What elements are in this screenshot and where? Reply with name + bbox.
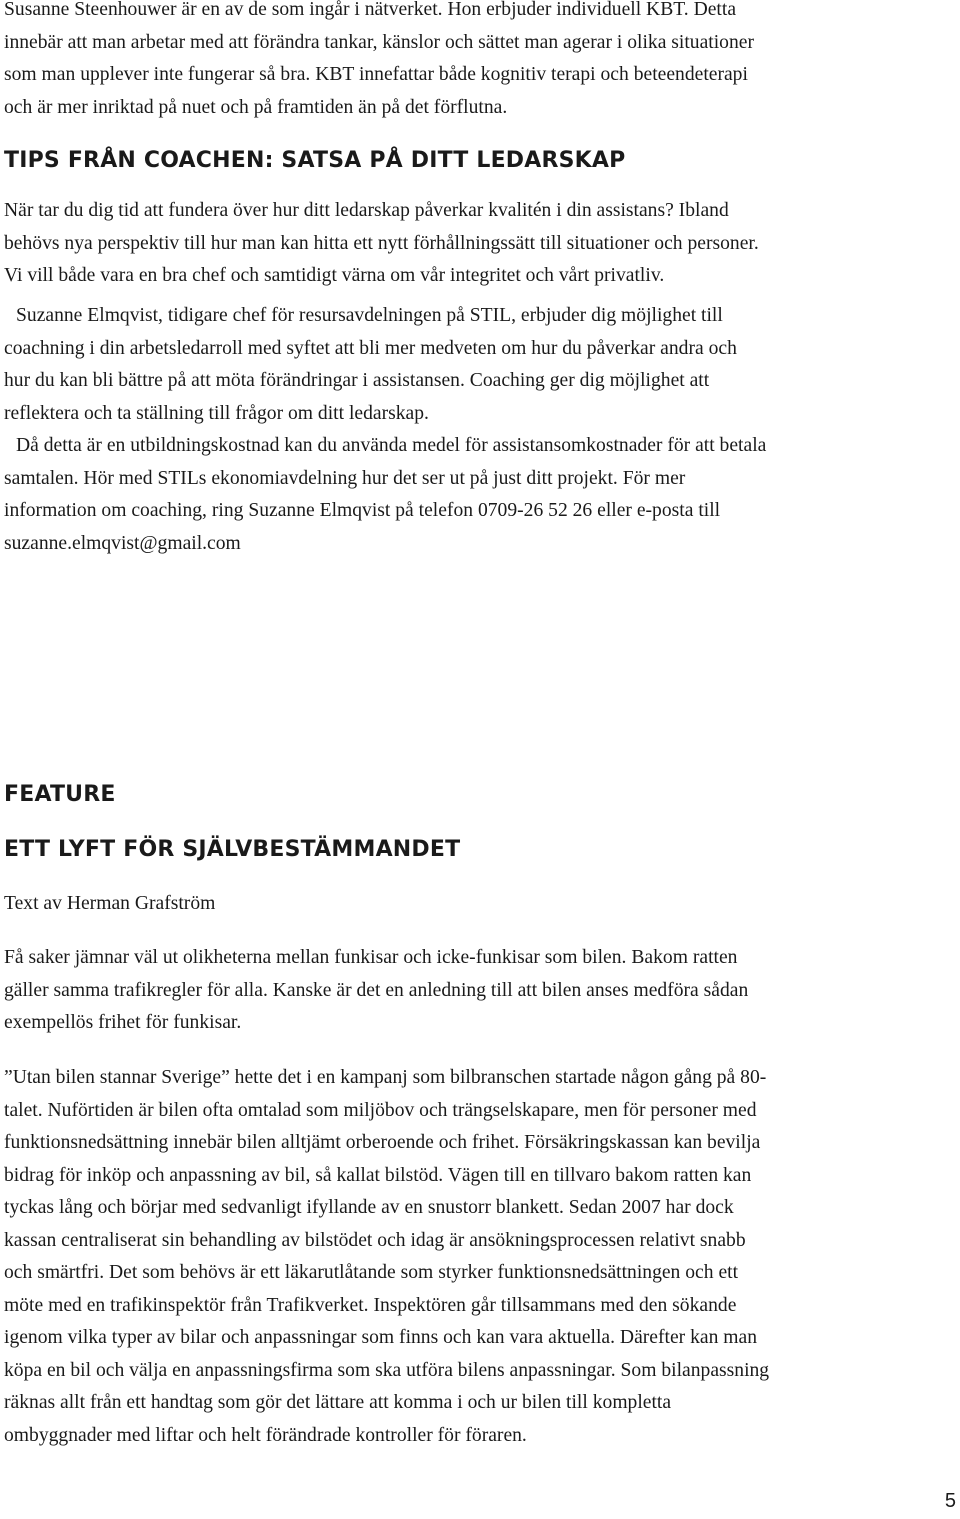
tips-paragraph-1 bbox=[4, 195, 956, 293]
text-line: räknas allt från ett handtag som gör det lättare att komma i och ur bilen till kompletta bbox=[4, 1392, 672, 1413]
feature-paragraph-2 bbox=[4, 1062, 956, 1452]
text-line: bidrag för inköp och anpassning av bil, så kallat bilstöd. Vägen till en tillvaro bakom ratten kan bbox=[4, 1164, 752, 1186]
text-line: och är mer inriktad på nuet och på framtiden än på det förflutna. bbox=[4, 96, 508, 118]
text-line: reflektera och ta ställning till frågor om ditt ledarskap. bbox=[4, 402, 429, 424]
text-line: När tar du dig tid att fundera över hur ditt ledarskap påverkar kvalitén i din assistans? Ibland bbox=[4, 200, 729, 221]
tips-paragraph-2 bbox=[4, 300, 956, 430]
byline: Text av Herman Grafström bbox=[4, 893, 216, 914]
text-line: möte med en trafikinspektör från Trafikverket. Inspektören går tillsammans med den sökande bbox=[4, 1294, 737, 1316]
feature-title: ETT LYFT FÖR SJÄLVBESTÄMMANDET bbox=[4, 837, 461, 862]
text-line: exempellös frihet för funkisar. bbox=[4, 1012, 242, 1033]
text-line: kassan centraliserat sin behandling av bilstödet och idag är ansökningsprocessen relativt snabb bbox=[4, 1229, 746, 1251]
text-line: coachning i din arbetsledarroll med syftet att bli mer medveten om hur du påverkar andra och bbox=[4, 337, 737, 359]
text-line: tyckas lång och börjar med sedvanligt ifyllande av en snustorr blankett. Sedan 2007 har dock bbox=[4, 1197, 734, 1218]
text-line: igenom vilka typer av bilar och anpassningar som finns och kan vara aktuella. Därefter kan man bbox=[4, 1327, 758, 1348]
email-address: suzanne.elmqvist@gmail.com bbox=[4, 532, 241, 554]
text-line: och smärtfri. Det som behövs är ett läkarutlåtande som styrker funktionsnedsättningen och ett bbox=[4, 1262, 739, 1283]
text-line: samtalen. Hör med STILs ekonomiavdelning hur det ser ut på just ditt projekt. För mer bbox=[4, 467, 686, 489]
text-line: som man upplever inte fungerar så bra. KBT innefattar både kognitiv terapi och beteendeterapi bbox=[4, 64, 748, 85]
text-line: Suzanne Elmqvist, tidigare chef för resursavdelningen på STIL, erbjuder dig möjlighet till bbox=[16, 305, 723, 326]
text-line: funktionsnedsättning innebär bilen alltjämt orberoende och frihet. Försäkringskassan kan bevilja bbox=[4, 1132, 761, 1153]
text-line: innebär att man arbetar med att förändra tankar, känslor och sättet man agerar i olika situationer bbox=[4, 31, 754, 53]
feature-label: FEATURE bbox=[4, 782, 116, 807]
text-line: Susanne Steenhouwer är en av de som ingår i nätverket. Hon erbjuder individuell KBT. Detta bbox=[4, 0, 737, 20]
intro-paragraph bbox=[4, 0, 956, 124]
text-line: behövs nya perspektiv till hur man kan hitta ett nytt förhållningssätt till situationer och personer. bbox=[4, 232, 759, 254]
text-line: Få saker jämnar väl ut olikheterna mellan funkisar och icke-funkisar som bilen. Bakom ratten bbox=[4, 947, 738, 968]
tips-paragraph-3 bbox=[4, 430, 956, 560]
feature-paragraph-1 bbox=[4, 942, 956, 1040]
text-line: ombyggnader med liftar och helt förändrade kontroller för föraren. bbox=[4, 1424, 527, 1446]
text-line: gäller samma trafikregler för alla. Kanske är det en anledning till att bilen anses medföra sådan bbox=[4, 979, 749, 1001]
page-number: 5 bbox=[944, 1490, 956, 1512]
text-line: ”Utan bilen stannar Sverige” hette det i en kampanj som bilbranschen startade någon gång på 80- bbox=[4, 1067, 767, 1088]
text-line: Då detta är en utbildningskostnad kan du använda medel för assistansomkostnader för att betala bbox=[16, 435, 767, 456]
text-line: Vi vill både vara en bra chef och samtidigt värna om vår integritet och vårt privatliv. bbox=[4, 265, 665, 286]
text-line: information om coaching, ring Suzanne Elmqvist på telefon 0709-26 52 26 eller e-posta till bbox=[4, 500, 721, 521]
tips-heading: TIPS FRÅN COACHEN: SATSA PÅ DITT LEDARSKAP bbox=[4, 148, 626, 173]
text-line: köpa en bil och välja en anpassningsfirma som ska utföra bilens anpassningar. Som bilanpassning bbox=[4, 1359, 770, 1381]
text-line: talet. Nuförtiden är bilen ofta omtalad som miljöbov och trängselskapare, men för personer med bbox=[4, 1099, 757, 1121]
text-line: hur du kan bli bättre på att möta förändringar i assistansen. Coaching ger dig möjlighet att bbox=[4, 370, 710, 391]
